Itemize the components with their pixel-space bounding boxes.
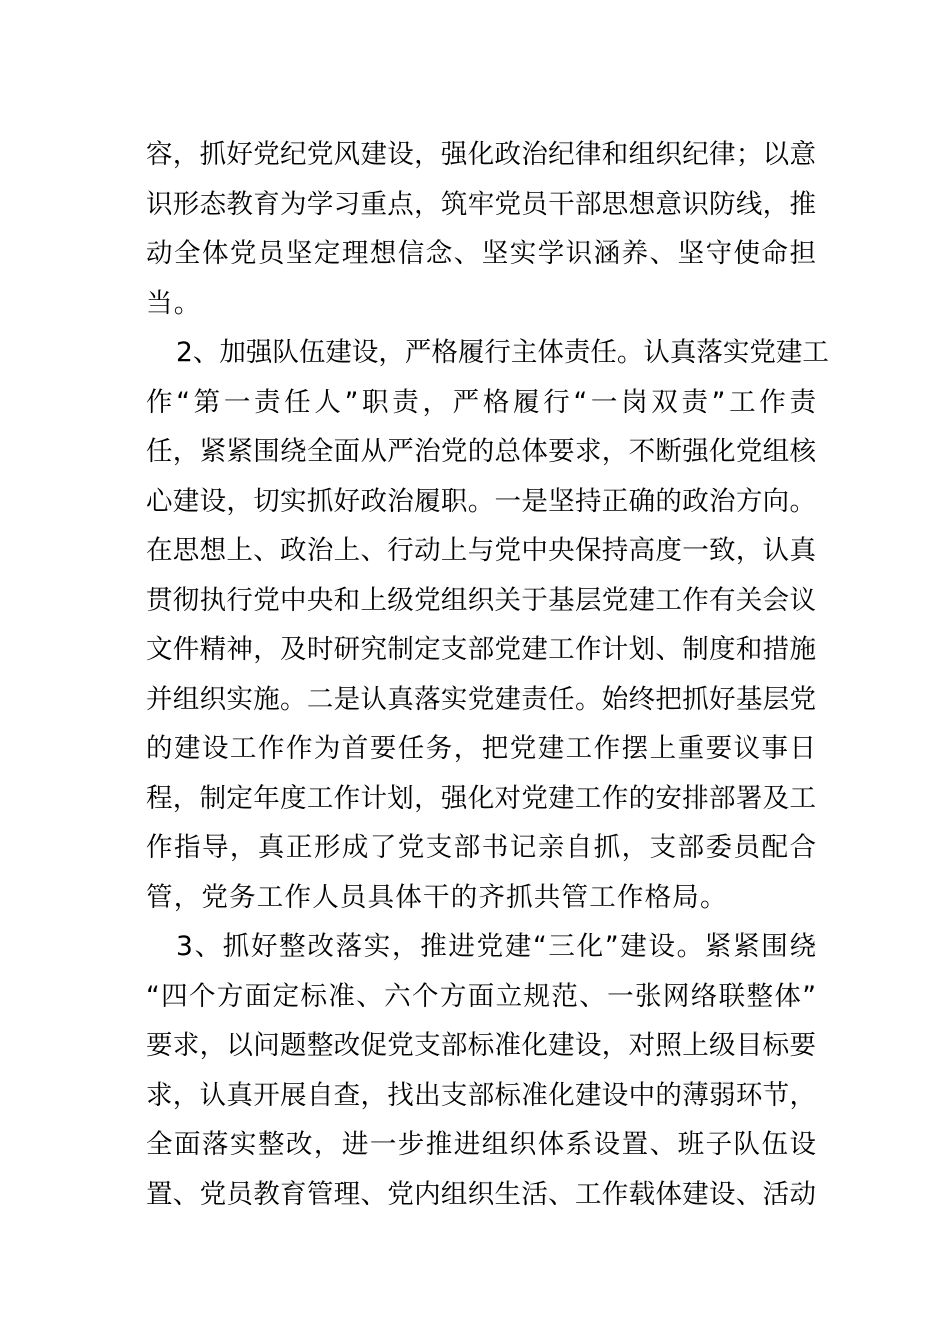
text-line: 容，抓好党纪党风建设，强化政治纪律和组织纪律；以意 [146, 139, 816, 170]
paragraph-1 [146, 130, 816, 328]
text-line: 文件精神，及时研究制定支部党建工作计划、制度和措施 [146, 634, 816, 665]
text-line: 的建设工作作为首要任务，把党建工作摆上重要议事日 [146, 733, 816, 764]
text-line: 任，紧紧围绕全面从严治党的总体要求，不断强化党组核 [146, 436, 816, 467]
text-line: 当。 [146, 287, 202, 319]
text-line: 作指导，真正形成了党支部书记亲自抓，支部委员配合 [146, 832, 816, 863]
document-body [146, 130, 829, 1219]
text-line: 心建设，切实抓好政治履职。一是坚持正确的政治方向。 [146, 485, 816, 517]
text-line: 2、加强队伍建设，严格履行主体责任。认真落实党建工 [176, 337, 829, 368]
text-line: 作“第一责任人”职责，严格履行“一岗双责”工作责 [146, 386, 816, 418]
paragraph-2 [146, 328, 829, 922]
text-line: 求，认真开展自查，找出支部标准化建设中的薄弱环节， [146, 1079, 816, 1111]
text-line: 要求，以问题整改促党支部标准化建设，对照上级目标要 [146, 1030, 816, 1061]
text-line: 并组织实施。二是认真落实党建责任。始终把抓好基层党 [146, 683, 816, 715]
text-line: 在思想上、政治上、行动上与党中央保持高度一致，认真 [146, 535, 816, 566]
text-line: 动全体党员坚定理想信念、坚实学识涵养、坚守使命担 [146, 238, 816, 269]
text-line: 3、抓好整改落实，推进党建“三化”建设。紧紧围绕 [176, 931, 816, 962]
text-line: 贯彻执行党中央和上级党组织关于基层党建工作有关会议 [146, 584, 816, 616]
paragraph-3 [146, 922, 816, 1219]
text-line: 管，党务工作人员具体干的齐抓共管工作格局。 [146, 881, 728, 913]
text-line: 识形态教育为学习重点，筑牢党员干部思想意识防线，推 [146, 188, 816, 220]
text-line: “四个方面定标准、六个方面立规范、一张网络联整体” [146, 980, 816, 1012]
text-line: 程，制定年度工作计划，强化对党建工作的安排部署及工 [146, 782, 816, 814]
text-line: 全面落实整改，进一步推进组织体系设置、班子队伍设 [146, 1129, 816, 1160]
text-line: 置、党员教育管理、党内组织生活、工作载体建设、活动 [146, 1178, 816, 1210]
